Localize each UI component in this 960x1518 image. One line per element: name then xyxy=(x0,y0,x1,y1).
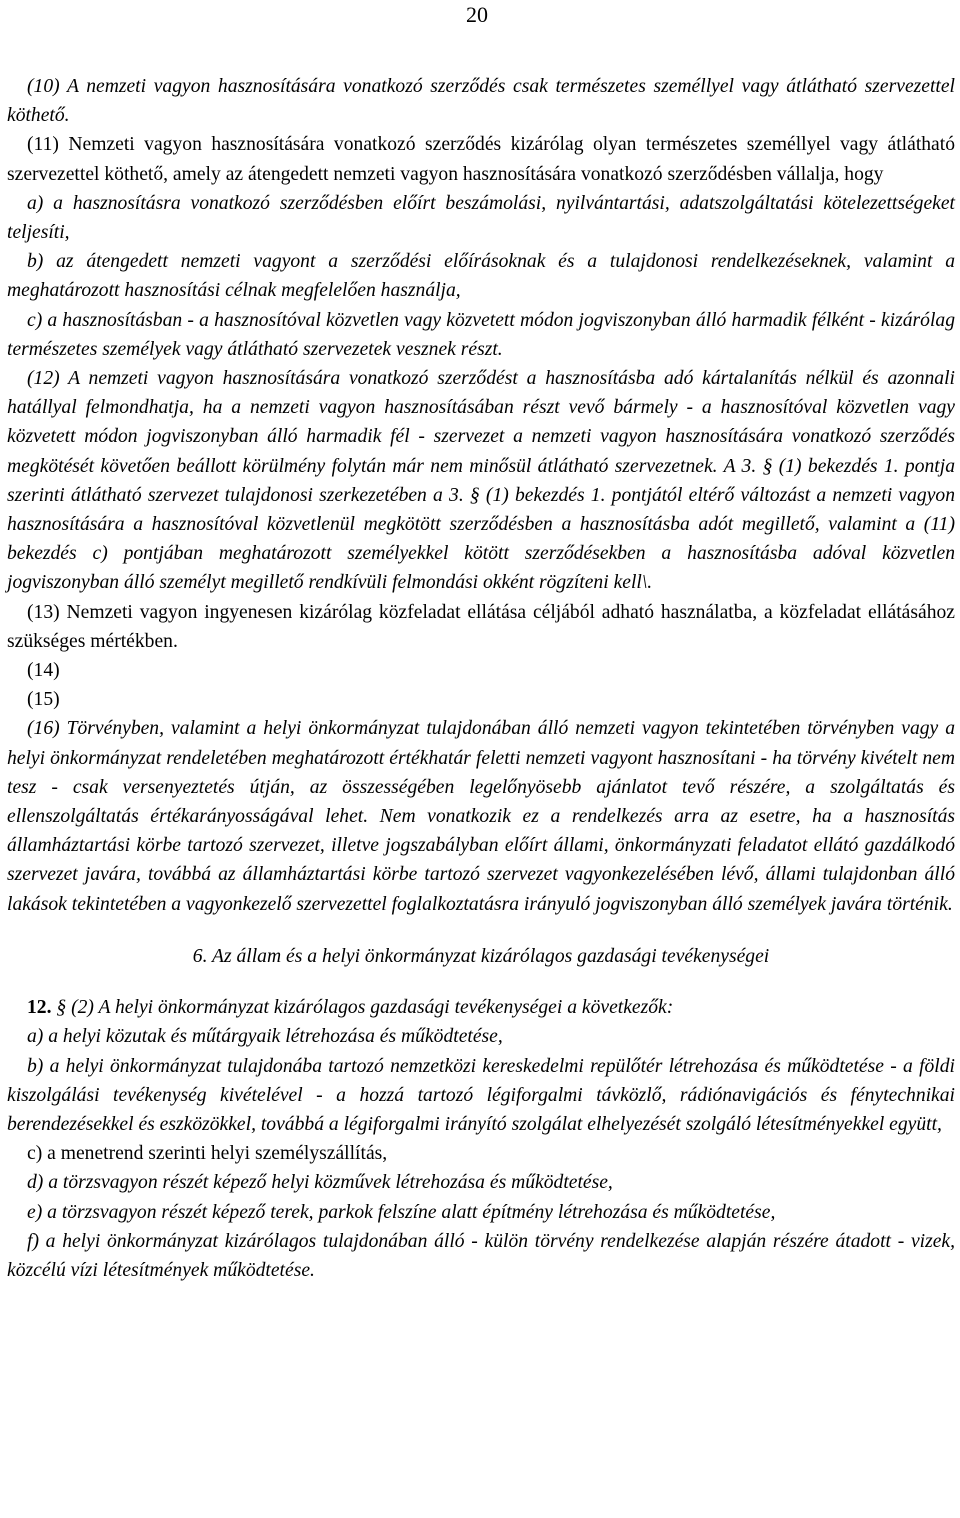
section-12-number: 12. xyxy=(27,997,52,1019)
page-number: 20 xyxy=(466,2,488,27)
section-12-point-f: f) a helyi önkormányzat kizárólagos tulajdonában álló - külön törvény rendelkezése alapján részére átadott - vizek, közcélú vízi létesítmények működtetése. xyxy=(7,1230,955,1281)
section-heading: 6. Az állam és a helyi önkormányzat kizárólagos gazdasági tevékenységei xyxy=(192,945,770,967)
paragraph-13: (13) Nemzeti vagyon ingyenesen kizárólag közfeladat ellátása céljából adható használatba, a közfeladat ellátásához szükséges mértékben. xyxy=(7,601,955,652)
section-12-point-c: c) a menetrend szerinti helyi személyszállítás, xyxy=(27,1143,388,1165)
section-12-point-d: d) a törzsvagyon részét képező helyi közművek létrehozása és működtetése, xyxy=(27,1172,613,1194)
paragraph-16: (16) Törvényben, valamint a helyi önkormányzat tulajdonában álló nemzeti vagyon tekintetében törvényben vagy a helyi önkormányzat rendeletében meghatározott értékhatár feletti nemzeti vagyont hasznosítani - ha törvény kivételt nem tesz - csak versenyeztetés útján, az összességében legelőnyösebb ajánlatot tevő részére, a szolgáltatás és ellenszolgáltatás értékarányosságával lehet. Nem vonatkozik ez a rendelkezés arra az esetre, ha a hasznosítás államháztartási körbe tartozó szervezet, illetve jogszabályban előírt állami, önkormányzati feladatot ellátó gazdálkodó szervezet javára, továbbá az államháztartási körbe tartozó szervezet vagyonkezelésében lévő, állami tulajdonban álló lakások tekintetében a vagyonkezelő szervezettel foglalkoztatásra irányuló jogviszonyban álló személyek javára történik. xyxy=(7,718,955,915)
paragraph-14: (14) xyxy=(27,660,60,682)
paragraph-15: (15) xyxy=(27,689,60,711)
document-body xyxy=(7,72,955,1285)
section-12-point-a: a) a helyi közutak és műtárgyaik létrehozása és működtetése, xyxy=(27,1026,503,1048)
paragraph-11-point-b: b) az átengedett nemzeti vagyont a szerződési előírásoknak és a tulajdonosi rendelkezéseknek, valamint a meghatározott hasznosítási célnak megfelelően használja, xyxy=(7,251,955,302)
paragraph-10: (10) A nemzeti vagyon hasznosítására vonatkozó szerződés csak természetes személlyel vagy átlátható szervezettel köthető. xyxy=(7,76,955,127)
section-12-point-e: e) a törzsvagyon részét képező terek, parkok felszíne alatt építmény létrehozása és működtetése, xyxy=(27,1201,776,1223)
paragraph-11-point-a: a) a hasznosításra vonatkozó szerződésben előírt beszámolási, nyilvántartási, adatszolgáltatási kötelezettségeket teljesíti, xyxy=(7,192,955,244)
paragraph-12: (12) A nemzeti vagyon hasznosítására vonatkozó szerződést a hasznosításba adó kártalanítás nélkül és azonnali hatállyal felmondhatja, ha a nemzeti vagyon hasznosításában részt vevő bármely - a hasznosítóval közvetlen vagy közvetett módon jogviszonyban álló harmadik fél - szervezet a nemzeti vagyon hasznosítására vonatkozó szerződés megkötését követően beállott körülmény folytán már nem minősül átlátható szervezetnek. A 3. § (1) bekezdés 1. pontja szerinti átlátható szervezet tulajdonosi szerkezetében a 3. § (1) bekezdés 1. pontjától eltérő változást a nemzeti vagyon hasznosítására a hasznosítóval közvetlenül megkötött szerződésben a hasznosításba adót megillető, valamint a (11) bekezdés c) pontjában meghatározott személyekkel kötött szerződésekben a hasznosításba adóval közvetlen jogviszonyban álló személyt megillető rendkívüli felmondási okként rögzíteni kell\. xyxy=(7,368,955,594)
paragraph-11-point-c: c) a hasznosításban - a hasznosítóval közvetlen vagy közvetett módon jogviszonyban álló harmadik félként - kizárólag természetes személyek vagy átlátható szervezetek vesznek részt. xyxy=(7,309,955,360)
section-12-intro xyxy=(7,993,955,1022)
paragraph-11-intro: (11) Nemzeti vagyon hasznosítására vonatkozó szerződés kizárólag olyan természetes személlyel vagy átlátható szervezettel köthető, amely az átengedett nemzeti vagyon hasznosítására vonatkozó szerződésben vállalja, hogy xyxy=(7,134,955,185)
section-12-intro-text: § (2) A helyi önkormányzat kizárólagos gazdasági tevékenységei a következők: xyxy=(56,997,674,1019)
section-12-point-b: b) a helyi önkormányzat tulajdonába tartozó nemzetközi kereskedelmi repülőtér létrehozása és működtetése - a földi kiszolgálási tevékenység kivételével - a hozzá tartozó légiforgalmi távközlő, rádiónavigációs és fénytechnikai berendezésekkel és eszközökkel, továbbá a légiforgalmi irányító szolgálat elhelyezését szolgáló létesítményekkel együtt, xyxy=(7,1055,955,1135)
